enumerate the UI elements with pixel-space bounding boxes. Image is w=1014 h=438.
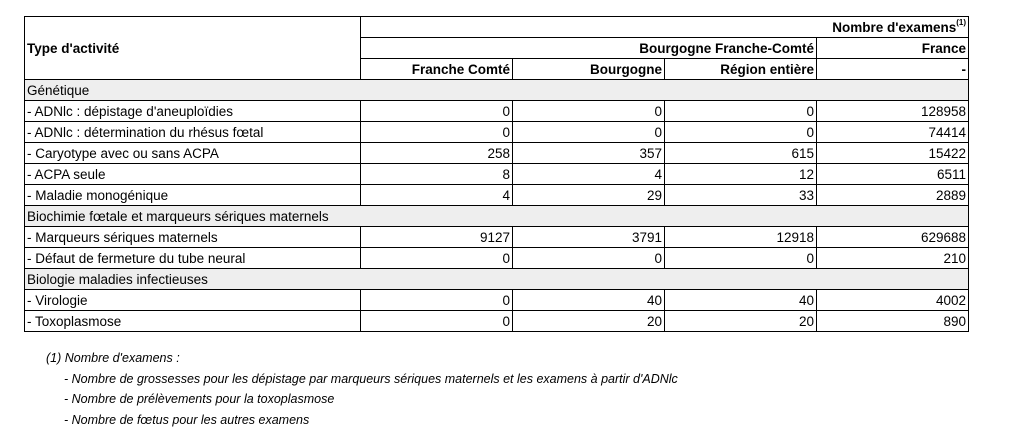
row-value: 12 [665,164,817,185]
col-header-region-entiere: Région entière [665,59,817,80]
row-label: - Marqueurs sériques maternels [25,227,361,248]
row-value: 6511 [817,164,969,185]
row-value: 40 [665,290,817,311]
row-value: 4002 [817,290,969,311]
nombre-examens-header [361,17,969,38]
activity-table-body [25,17,969,332]
row-label: - ACPA seule [25,164,361,185]
row-value: 12918 [665,227,817,248]
section-row [25,269,969,290]
row-label: - Virologie [25,290,361,311]
footnote-ref: (1) [956,18,966,27]
section-row [25,206,969,227]
row-value: 890 [817,311,969,332]
nombre-examens-label: Nombre d'examens [832,19,957,35]
row-value: 0 [513,122,665,143]
table-row [25,185,969,206]
table-row [25,164,969,185]
table-row [25,143,969,164]
row-value: 29 [513,185,665,206]
section-title: Biochimie fœtale et marqueurs sériques maternels [25,206,969,227]
row-value: 0 [361,101,513,122]
table-row [25,227,969,248]
row-value: 4 [513,164,665,185]
france-header: France [817,38,969,59]
row-label: - ADNlc : dépistage d'aneuploïdies [25,101,361,122]
activity-table [24,16,969,332]
col-header-france-dash: - [817,59,969,80]
row-value: 8 [361,164,513,185]
footnote-item: - Nombre de prélèvements pour la toxoplasmose [64,392,335,406]
row-value: 0 [665,122,817,143]
footnote-item: - Nombre de fœtus pour les autres examens [64,412,310,427]
section-row [25,80,969,101]
row-label: - ADNlc : détermination du rhésus fœtal [25,122,361,143]
col-header-bourgogne: Bourgogne [513,59,665,80]
row-value: 128958 [817,101,969,122]
row-value: 0 [665,248,817,269]
row-value: 0 [665,101,817,122]
row-value: 4 [361,185,513,206]
table-row [25,101,969,122]
row-label: - Défaut de fermeture du tube neural [25,248,361,269]
header-row-1 [25,17,969,38]
footnote-title: (1) Nombre d'examens : [46,351,180,365]
row-label: - Caryotype avec ou sans ACPA [25,143,361,164]
col-header-franche-comte: Franche Comté [361,59,513,80]
row-value: 20 [513,311,665,332]
footnotes [46,348,678,430]
row-value: 0 [513,248,665,269]
row-value: 3791 [513,227,665,248]
row-value: 0 [361,290,513,311]
row-value: 40 [513,290,665,311]
row-value: 0 [361,122,513,143]
row-value: 33 [665,185,817,206]
table-row [25,290,969,311]
row-value: 74414 [817,122,969,143]
footnote-item: - Nombre de grossesses pour les dépistage par marqueurs sériques maternels et les examens à partir d'ADNlc [64,371,678,386]
row-label: - Maladie monogénique [25,185,361,206]
row-label: - Toxoplasmose [25,311,361,332]
row-value: 20 [665,311,817,332]
table-row [25,122,969,143]
row-value: 357 [513,143,665,164]
row-value: 258 [361,143,513,164]
row-value: 210 [817,248,969,269]
table-row [25,248,969,269]
section-title: Génétique [25,80,969,101]
row-value: 2889 [817,185,969,206]
row-value: 615 [665,143,817,164]
type-activite-header: Type d'activité [25,17,361,80]
region-group-header: Bourgogne Franche-Comté [361,38,817,59]
section-title: Biologie maladies infectieuses [25,269,969,290]
row-value: 9127 [361,227,513,248]
row-value: 0 [361,248,513,269]
row-value: 0 [361,311,513,332]
row-value: 15422 [817,143,969,164]
row-value: 0 [513,101,665,122]
table-row [25,311,969,332]
row-value: 629688 [817,227,969,248]
